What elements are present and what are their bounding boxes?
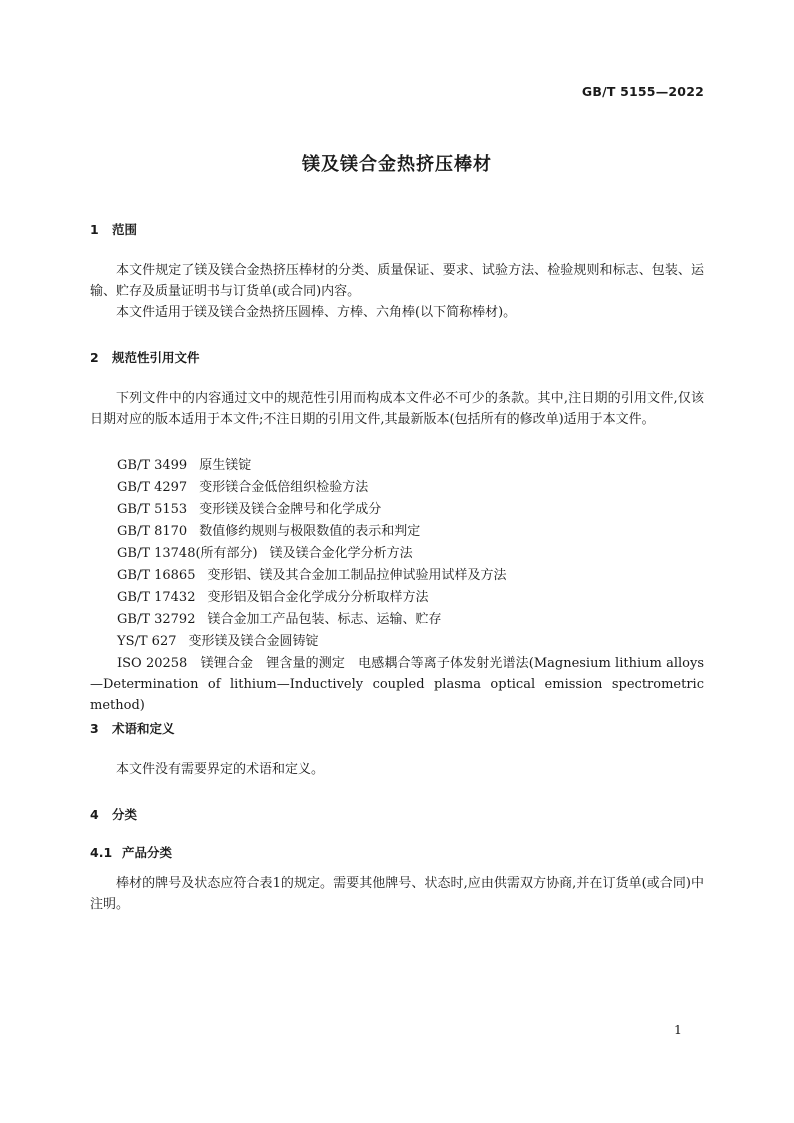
reference-item bbox=[117, 477, 368, 498]
reference-title: 镁及镁合金化学分析方法 bbox=[269, 546, 413, 561]
section-number: 4 bbox=[90, 807, 99, 822]
reference-title: 变形镁合金低倍组织检验方法 bbox=[199, 480, 369, 495]
section-title: 术语和定义 bbox=[112, 721, 175, 736]
section-title: 规范性引用文件 bbox=[112, 350, 200, 365]
section-heading-scope bbox=[90, 220, 137, 238]
section-number: 2 bbox=[90, 350, 99, 365]
reference-item bbox=[117, 521, 420, 542]
reference-title: 原生镁锭 bbox=[199, 458, 252, 473]
section-heading-normative-references bbox=[90, 348, 200, 366]
reference-title: 变形镁及镁合金牌号和化学成分 bbox=[199, 502, 382, 517]
reference-code: GB/T 4297 bbox=[117, 480, 188, 495]
reference-code: GB/T 13748(所有部分) bbox=[117, 546, 258, 561]
standard-code: GB/T 5155—2022 bbox=[581, 84, 704, 99]
normative-intro bbox=[90, 388, 704, 430]
reference-code: YS/T 627 bbox=[117, 634, 177, 649]
reference-item bbox=[117, 543, 413, 564]
reference-code: GB/T 17432 bbox=[117, 590, 196, 605]
reference-code: GB/T 5153 bbox=[117, 502, 188, 517]
document-title: 镁及镁合金热挤压棒材 bbox=[302, 154, 492, 175]
reference-item bbox=[117, 499, 381, 520]
reference-text: ISO 20258 镁锂合金 锂含量的测定 电感耦合等离子体发射光谱法(Magnesium lithium alloys—Determination of lithium—Inductively coupled plasma optical emission spectrometric method) bbox=[90, 656, 704, 713]
section-title: 范围 bbox=[112, 222, 138, 237]
paragraph: 下列文件中的内容通过文中的规范性引用而构成本文件必不可少的条款。其中,注日期的引用文件,仅该日期对应的版本适用于本文件;不注日期的引用文件,其最新版本(包括所有的修改单)适用于本文件。 bbox=[90, 391, 704, 427]
reference-item bbox=[117, 631, 319, 652]
reference-item bbox=[117, 609, 442, 630]
section-number: 3 bbox=[90, 721, 99, 736]
reference-title: 数值修约规则与极限数值的表示和判定 bbox=[199, 524, 421, 539]
reference-item bbox=[117, 587, 429, 608]
paragraph: 棒材的牌号及状态应符合表1的规定。需要其他牌号、状态时,应由供需双方协商,并在订货单(或合同)中注明。 bbox=[90, 876, 704, 912]
reference-code: GB/T 32792 bbox=[117, 612, 196, 627]
scope-body bbox=[90, 260, 704, 323]
reference-title: 变形铝、镁及其合金加工制品拉伸试验用试样及方法 bbox=[207, 568, 507, 583]
reference-code: GB/T 8170 bbox=[117, 524, 188, 539]
subsection-number: 4.1 bbox=[90, 845, 113, 860]
section-title: 分类 bbox=[112, 807, 138, 822]
paragraph: 本文件没有需要界定的术语和定义。 bbox=[116, 762, 325, 777]
reference-title: 镁合金加工产品包装、标志、运输、贮存 bbox=[207, 612, 442, 627]
section-number: 1 bbox=[90, 222, 99, 237]
reference-title: 变形镁及镁合金圆铸锭 bbox=[188, 634, 319, 649]
section-heading-classification bbox=[90, 805, 137, 823]
reference-code: GB/T 3499 bbox=[117, 458, 188, 473]
reference-item-iso bbox=[90, 653, 704, 716]
section-heading-terms bbox=[90, 719, 175, 737]
reference-code: GB/T 16865 bbox=[117, 568, 196, 583]
terms-body bbox=[90, 759, 704, 780]
reference-item bbox=[117, 565, 507, 586]
reference-item bbox=[117, 455, 251, 476]
classification-body bbox=[90, 873, 704, 915]
subsection-title: 产品分类 bbox=[122, 845, 173, 860]
paragraph: 本文件规定了镁及镁合金热挤压棒材的分类、质量保证、要求、试验方法、检验规则和标志、包装、运输、贮存及质量证明书与订货单(或合同)内容。 bbox=[90, 263, 704, 299]
page-number: 1 bbox=[674, 1022, 682, 1037]
reference-title: 变形铝及铝合金化学成分分析取样方法 bbox=[207, 590, 429, 605]
subsection-heading-product-classification bbox=[90, 843, 172, 861]
paragraph: 本文件适用于镁及镁合金热挤压圆棒、方棒、六角棒(以下简称棒材)。 bbox=[116, 305, 517, 320]
